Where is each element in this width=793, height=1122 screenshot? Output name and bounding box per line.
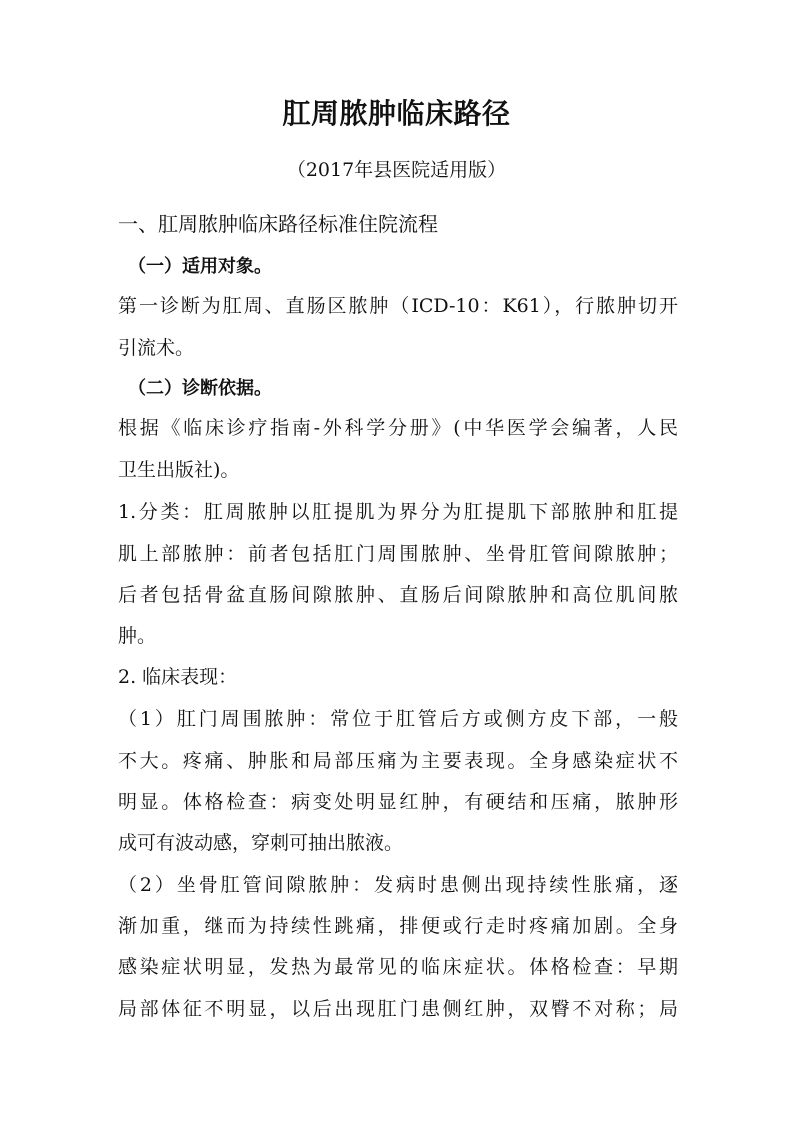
paragraph-line: 感染症状明显，发热为最常见的临床症状。体格检查：早期 xyxy=(118,956,678,978)
paragraph-line: 明显。体格检查：病变处明显红肿，有硬结和压痛，脓肿形 xyxy=(118,791,678,813)
paragraph-line: 不大。疼痛、肿胀和局部压痛为主要表现。全身感染症状不 xyxy=(118,750,678,772)
paragraph-line: 卫生出版社)。 xyxy=(118,459,240,481)
document-subtitle: （2017年县医院适用版） xyxy=(286,159,507,181)
paragraph-line: 后者包括骨盆直肠间隙脓肿、直肠后间隙脓肿和高位肌间脓 xyxy=(118,584,678,606)
paragraph-line: （2）坐骨肛管间隙脓肿：发病时患侧出现持续性胀痛，逐 xyxy=(118,874,678,896)
paragraph-line: 根据《临床诊疗指南-外科学分册》(中华医学会编著，人民 xyxy=(118,417,678,439)
paragraph-line: 第一诊断为肛周、直肠区脓肿（ICD-10：K61），行脓肿切开 xyxy=(118,295,678,317)
subsection-heading-applicable-subjects: （一）适用对象。 xyxy=(128,256,272,277)
paragraph-line: 引流术。 xyxy=(118,337,195,359)
paragraph-line: （1）肛门周围脓肿：常位于肛管后方或侧方皮下部，一般 xyxy=(118,708,678,730)
paragraph-line: 肿。 xyxy=(118,625,157,647)
paragraph-line: 1.分类：肛周脓肿以肛提肌为界分为肛提肌下部脓肿和肛提 xyxy=(118,501,678,523)
paragraph-line: 渐加重，继而为持续性跳痛，排便或行走时疼痛加剧。全身 xyxy=(118,915,678,937)
paragraph-line: 成可有波动感，穿刺可抽出脓液。 xyxy=(118,832,404,854)
document-title: 肛周脓肿临床路径 xyxy=(282,97,511,130)
section-heading: 一、肛周脓肿临床路径标准住院流程 xyxy=(118,212,438,236)
paragraph-line: 局部体征不明显，以后出现肛门患侧红肿，双臀不对称；局 xyxy=(118,998,678,1020)
paragraph-line: 肌上部脓肿：前者包括肛门周围脓肿、坐骨肛管间隙脓肿； xyxy=(118,543,678,565)
subsection-heading-diagnosis-basis: （二）诊断依据。 xyxy=(128,378,272,399)
paragraph-line: 2. 临床表现： xyxy=(118,666,238,688)
